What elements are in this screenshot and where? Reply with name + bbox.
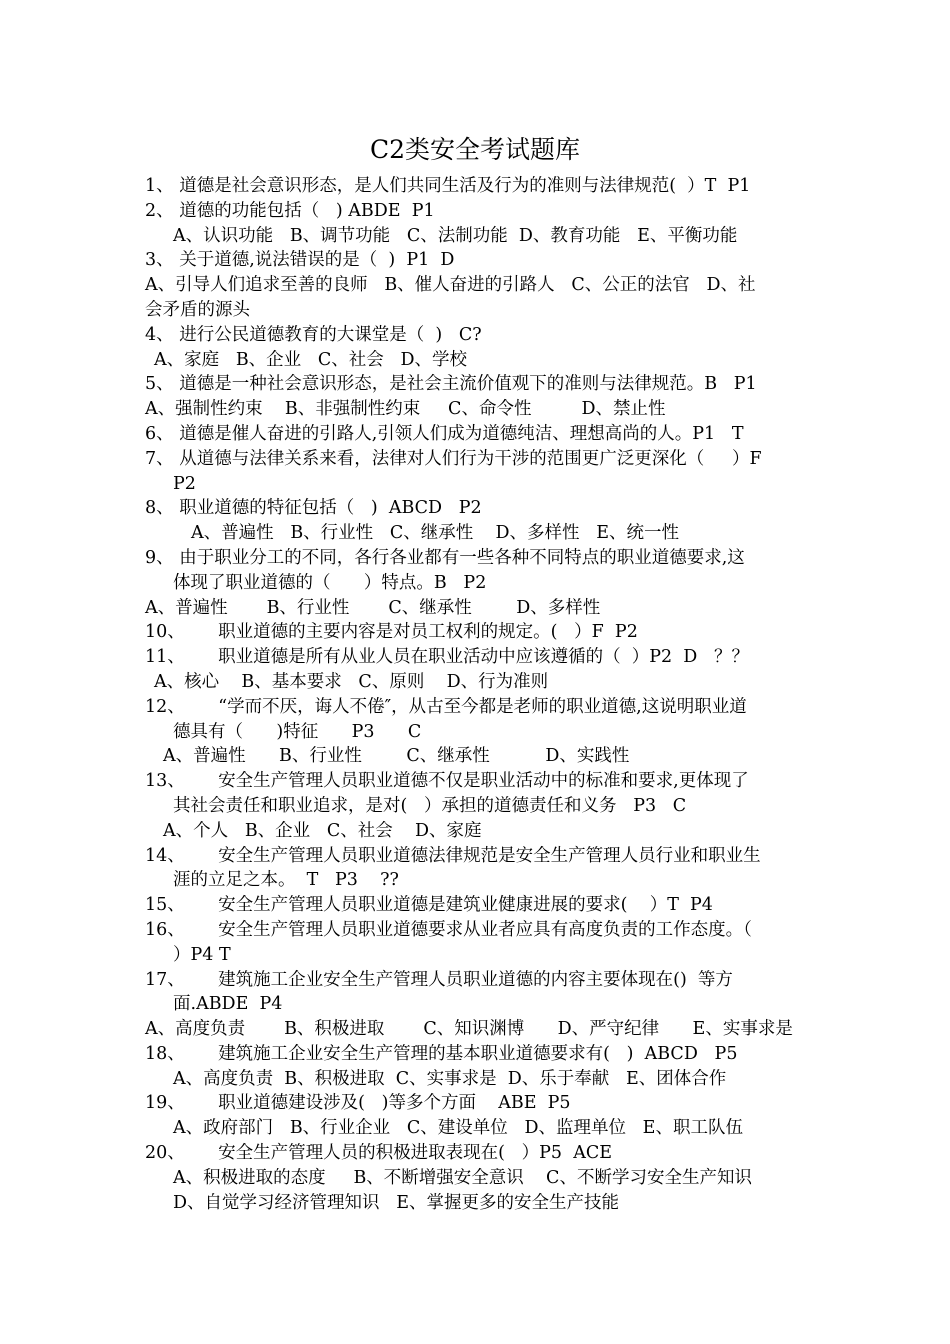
- text-line: 8、 职业道德的特征包括（ ) ABCD P2: [145, 498, 482, 519]
- text-line: A、政府部门 B、行业企业 C、建设单位 D、监理单位 E、职工队伍: [173, 1118, 743, 1139]
- text-line: A、高度负责 B、积极进取 C、实事求是 D、乐于奉献 E、团体合作: [173, 1068, 727, 1089]
- text-line: A、普遍性 B、行业性 C、继承性 D、多样性: [145, 597, 601, 618]
- text-line: 18、 建筑施工企业安全生产管理的基本职业道德要求有( ) ABCD P5: [145, 1043, 738, 1064]
- text-line: 3、 关于道德,说法错误的是（ ) P1 D: [145, 250, 455, 271]
- text-line: 10、 职业道德的主要内容是对员工权利的规定。( ）F P2: [145, 622, 638, 643]
- text-line: 会矛盾的源头: [145, 299, 250, 320]
- text-line: 11、 职业道德是所有从业人员在职业活动中应该遵循的（ ）P2 D ？？: [145, 647, 750, 668]
- text-line: A、核心 B、基本要求 C、原则 D、行为准则: [154, 671, 549, 692]
- text-line: 涯的立足之本。 T P3 ??: [173, 870, 399, 891]
- text-line: A、积极进取的态度 B、不断增强安全意识 C、不断学习安全生产知识: [173, 1167, 752, 1188]
- text-line: A、普遍性 B、行业性 C、继承性 D、多样性 E、统一性: [191, 523, 680, 544]
- text-line: 9、 由于职业分工的不同，各行各业都有一些各种不同特点的职业道德要求,这: [145, 547, 745, 568]
- text-line: A、强制性约束 B、非强制性约束 C、命令性 D、禁止性: [145, 399, 666, 420]
- text-line: A、高度负责 B、积极进取 C、知识渊博 D、严守纪律 E、实事求是: [145, 1019, 793, 1040]
- text-line: 德具有（ )特征 P3 C: [173, 721, 422, 742]
- text-line: 12、 “学而不厌，诲人不倦″，从古至今都是老师的职业道德,这说明职业道: [145, 696, 747, 717]
- text-line: 19、 职业道德建设涉及( )等多个方面 ABE P5: [145, 1093, 571, 1114]
- text-line: 6、 道德是催人奋进的引路人,引领人们成为道德纯洁、理想高尚的人。P1 T: [145, 423, 744, 444]
- text-line: 体现了职业道德的（ ）特点。B P2: [173, 572, 487, 593]
- text-line: 15、 安全生产管理人员职业道德是建筑业健康进展的要求( ）T P4: [145, 895, 713, 916]
- text-line: P2: [173, 473, 196, 494]
- text-line: 其社会责任和职业追求，是对( ）承担的道德责任和义务 P3 C: [173, 795, 687, 816]
- text-line: 17、 建筑施工企业安全生产管理人员职业道德的内容主要体现在() 等方: [145, 969, 733, 990]
- text-line: 面.ABDE P4: [173, 994, 283, 1015]
- text-line: 7、 从道德与法律关系来看，法律对人们行为干涉的范围更广泛更深化（ ）F: [145, 448, 762, 469]
- text-line: A、引导人们追求至善的良师 B、催人奋进的引路人 C、公正的法官 D、社: [145, 275, 756, 296]
- text-line: A、个人 B、企业 C、社会 D、家庭: [163, 820, 482, 841]
- text-line: 1、 道德是社会意识形态，是人们共同生活及行为的准则与法律规范( ）T P1: [145, 176, 751, 196]
- text-line: 2、 道德的功能包括（ ) ABDE P1: [145, 200, 435, 221]
- text-line: A、认识功能 B、调节功能 C、法制功能 D、教育功能 E、平衡功能: [173, 225, 738, 246]
- text-line: 14、 安全生产管理人员职业道德法律规范是安全生产管理人员行业和职业生: [145, 845, 761, 866]
- text-line: 20、 安全生产管理人员的积极进取表现在( ）P5 ACE: [145, 1143, 612, 1164]
- text-line: A、普遍性 B、行业性 C、继承性 D、实践性: [163, 746, 630, 767]
- question-list: [145, 174, 815, 1215]
- text-line: 16、 安全生产管理人员职业道德要求从业者应具有高度负责的工作态度。（: [145, 919, 752, 940]
- text-line: 13、 安全生产管理人员职业道德不仅是职业活动中的标准和要求,更体现了: [145, 771, 749, 792]
- text-line: 5、 道德是一种社会意识形态，是社会主流价值观下的准则与法律规范。B P1: [145, 374, 757, 395]
- text-line: D、自觉学习经济管理知识 E、掌握更多的安全生产技能: [173, 1192, 619, 1213]
- text-line: 4、 进行公民道德教育的大课堂是（ ) C?: [145, 324, 482, 345]
- text-line: ）P4 T: [173, 944, 231, 965]
- text-line: A、家庭 B、企业 C、社会 D、学校: [154, 349, 467, 370]
- document-title: C2类安全考试题库: [369, 135, 581, 164]
